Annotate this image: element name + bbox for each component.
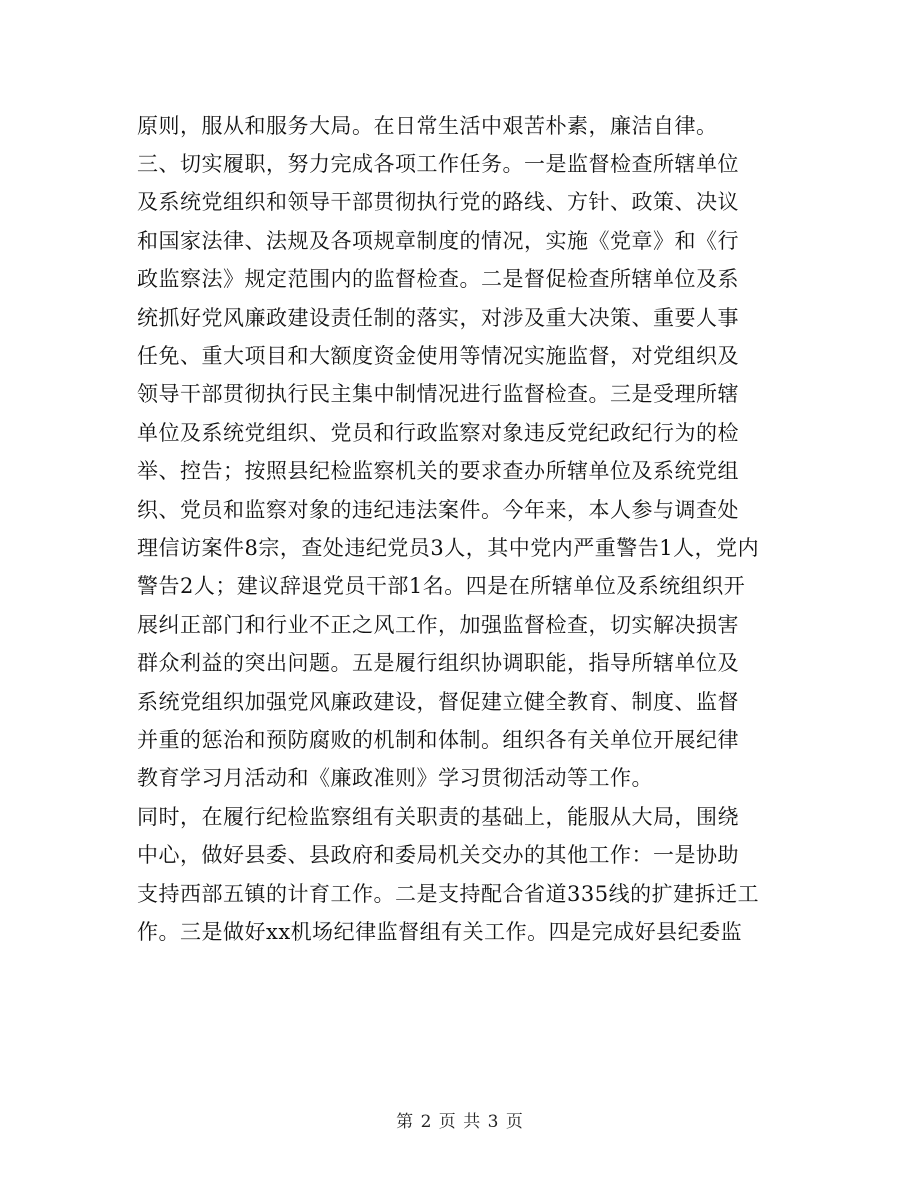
text-line: 举、控告；按照县纪检监察机关的要求查办所辖单位及系统党组 <box>137 459 739 483</box>
text-line: 群众利益的突出问题。五是履行组织协调职能，指导所辖单位及 <box>137 651 739 675</box>
text-line: 同时，在履行纪检监察组有关职责的基础上，能服从大局，围绕 <box>137 805 739 829</box>
text-line: 任免、重大项目和大额度资金使用等情况实施监督，对党组织及 <box>137 344 739 368</box>
text-line: 支持西部五镇的计育工作。二是支持配合省道335线的扩建拆迁工 <box>137 882 760 906</box>
text-line: 原则，服从和服务大局。在日常生活中艰苦朴素，廉洁自律。 <box>137 114 718 138</box>
text-line: 作。三是做好xx机场纪律监督组有关工作。四是完成好县纪委监 <box>137 920 743 944</box>
text-line: 理信访案件8宗，查处违纪党员3人，其中党内严重警告1人，党内 <box>137 536 760 560</box>
text-line: 和国家法律、法规及各项规章制度的情况，实施《党章》和《行 <box>137 229 739 253</box>
text-line: 系统党组织加强党风廉政建设，督促建立健全教育、制度、监督 <box>137 690 739 714</box>
text-line: 及系统党组织和领导干部贯彻执行党的路线、方针、政策、决议 <box>137 190 739 214</box>
text-line: 教育学习月活动和《廉政准则》学习贯彻活动等工作。 <box>137 766 653 790</box>
text-line: 织、党员和监察对象的违纪违法案件。今年来，本人参与调查处 <box>137 498 739 522</box>
text-line: 单位及系统党组织、党员和行政监察对象违反党纪政纪行为的检 <box>137 421 739 445</box>
text-line: 统抓好党风廉政建设责任制的落实，对涉及重大决策、重要人事 <box>137 306 739 330</box>
text-line: 领导干部贯彻执行民主集中制情况进行监督检查。三是受理所辖 <box>137 382 739 406</box>
text-line: 展纠正部门和行业不正之风工作，加强监督检查，切实解决损害 <box>137 613 739 637</box>
text-line: 警告2人；建议辞退党员干部1名。四是在所辖单位及系统组织开 <box>137 574 746 598</box>
text-line: 中心，做好县委、县政府和委局机关交办的其他工作：一是协助 <box>137 843 739 867</box>
page-number-footer: 第 2 页 共 3 页 <box>396 1112 524 1132</box>
text-line: 政监察法》规定范围内的监督检查。二是督促检查所辖单位及系 <box>137 267 739 291</box>
text-line: 三、切实履职，努力完成各项工作任务。一是监督检查所辖单位 <box>137 152 739 176</box>
text-line: 并重的惩治和预防腐败的机制和体制。组织各有关单位开展纪律 <box>137 728 739 752</box>
